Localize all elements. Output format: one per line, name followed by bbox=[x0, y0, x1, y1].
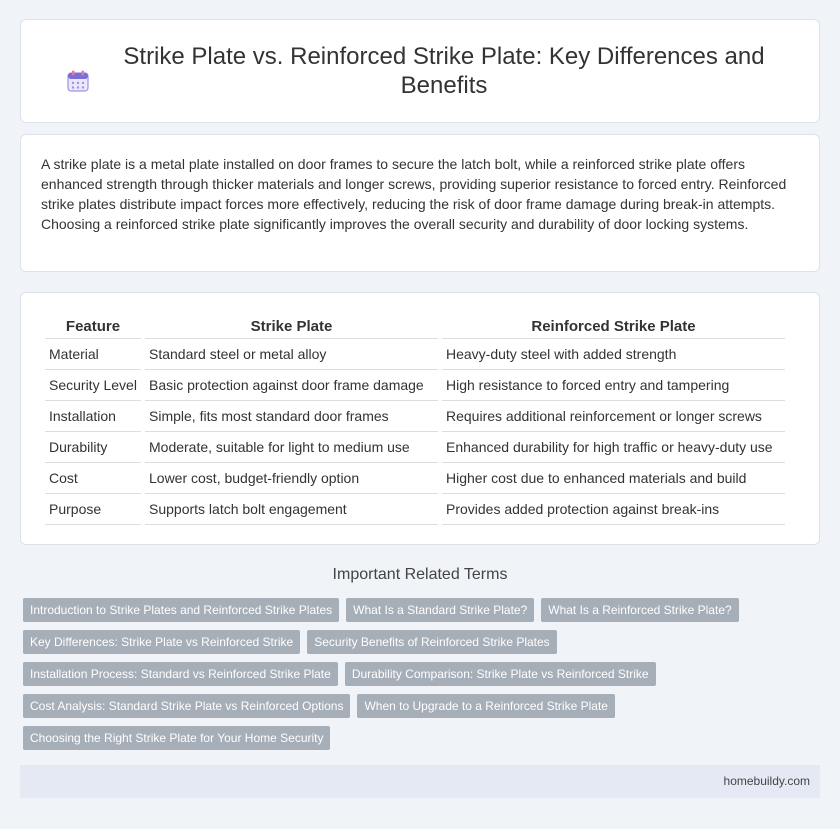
table-cell: Lower cost, budget-friendly option bbox=[145, 463, 438, 494]
intro-paragraph: A strike plate is a metal plate installed on door frames to secure the latch bolt, while a reinforced strike plate offers enhanced strength through thicker materials and longer screws, providing superior resistance to forced entry. Reinforced strike plates distribute impact forces more effectively, reducing the risk of door frame damage during break-in attempts. Choosing a reinforced strike plate significantly improves the overall security and durability of door locking systems. bbox=[41, 156, 787, 232]
table-row bbox=[45, 463, 785, 494]
table-row bbox=[45, 339, 785, 370]
related-term-tag[interactable]: Cost Analysis: Standard Strike Plate vs Reinforced Options bbox=[23, 694, 350, 718]
intro-card bbox=[20, 134, 820, 272]
related-term-tag[interactable]: Security Benefits of Reinforced Strike Plates bbox=[307, 630, 556, 654]
table-cell: Security Level bbox=[45, 370, 141, 401]
column-header-reinforced-strike-plate: Reinforced Strike Plate bbox=[442, 309, 785, 339]
table-cell: High resistance to forced entry and tampering bbox=[442, 370, 785, 401]
related-term-tag[interactable]: Introduction to Strike Plates and Reinforced Strike Plates bbox=[23, 598, 339, 622]
table-cell: Higher cost due to enhanced materials and build bbox=[442, 463, 785, 494]
calendar-icon bbox=[66, 69, 90, 93]
table-cell: Provides added protection against break-ins bbox=[442, 494, 785, 525]
column-header-feature: Feature bbox=[45, 309, 141, 339]
comparison-table bbox=[41, 309, 789, 525]
related-terms-tags bbox=[23, 598, 823, 758]
page-title: Strike Plate vs. Reinforced Strike Plate: Key Differences and Benefits bbox=[123, 43, 765, 99]
table-cell: Basic protection against door frame damage bbox=[145, 370, 438, 401]
table-row bbox=[45, 401, 785, 432]
related-term-tag[interactable]: Key Differences: Strike Plate vs Reinforced Strike bbox=[23, 630, 300, 654]
tag-row bbox=[23, 694, 823, 718]
table-row bbox=[45, 432, 785, 463]
table-cell: Enhanced durability for high traffic or heavy-duty use bbox=[442, 432, 785, 463]
table-cell: Moderate, suitable for light to medium use bbox=[145, 432, 438, 463]
table-header-row bbox=[45, 309, 785, 339]
table-cell: Material bbox=[45, 339, 141, 370]
table-cell: Standard steel or metal alloy bbox=[145, 339, 438, 370]
related-terms-heading: Important Related Terms bbox=[332, 566, 508, 583]
tag-row bbox=[23, 630, 823, 654]
related-term-tag[interactable]: Installation Process: Standard vs Reinforced Strike Plate bbox=[23, 662, 338, 686]
table-cell: Cost bbox=[45, 463, 141, 494]
table-cell: Durability bbox=[45, 432, 141, 463]
tag-row bbox=[23, 726, 823, 750]
table-cell: Purpose bbox=[45, 494, 141, 525]
comparison-table-card bbox=[20, 292, 820, 545]
related-term-tag[interactable]: What Is a Standard Strike Plate? bbox=[346, 598, 534, 622]
table-cell: Simple, fits most standard door frames bbox=[145, 401, 438, 432]
column-header-strike-plate: Strike Plate bbox=[145, 309, 438, 339]
table-cell: Supports latch bolt engagement bbox=[145, 494, 438, 525]
tag-row bbox=[23, 662, 823, 686]
related-term-tag[interactable]: Choosing the Right Strike Plate for Your Home Security bbox=[23, 726, 330, 750]
footer-site-name[interactable]: homebuildy.com bbox=[723, 774, 810, 788]
related-term-tag[interactable]: What Is a Reinforced Strike Plate? bbox=[541, 598, 738, 622]
table-cell: Installation bbox=[45, 401, 141, 432]
table-cell: Requires additional reinforcement or longer screws bbox=[442, 401, 785, 432]
tag-row bbox=[23, 598, 823, 622]
related-term-tag[interactable]: When to Upgrade to a Reinforced Strike Plate bbox=[357, 694, 614, 718]
table-row bbox=[45, 494, 785, 525]
footer bbox=[20, 765, 820, 798]
related-term-tag[interactable]: Durability Comparison: Strike Plate vs Reinforced Strike bbox=[345, 662, 656, 686]
header-card bbox=[20, 19, 820, 123]
table-cell: Heavy-duty steel with added strength bbox=[442, 339, 785, 370]
table-row bbox=[45, 370, 785, 401]
